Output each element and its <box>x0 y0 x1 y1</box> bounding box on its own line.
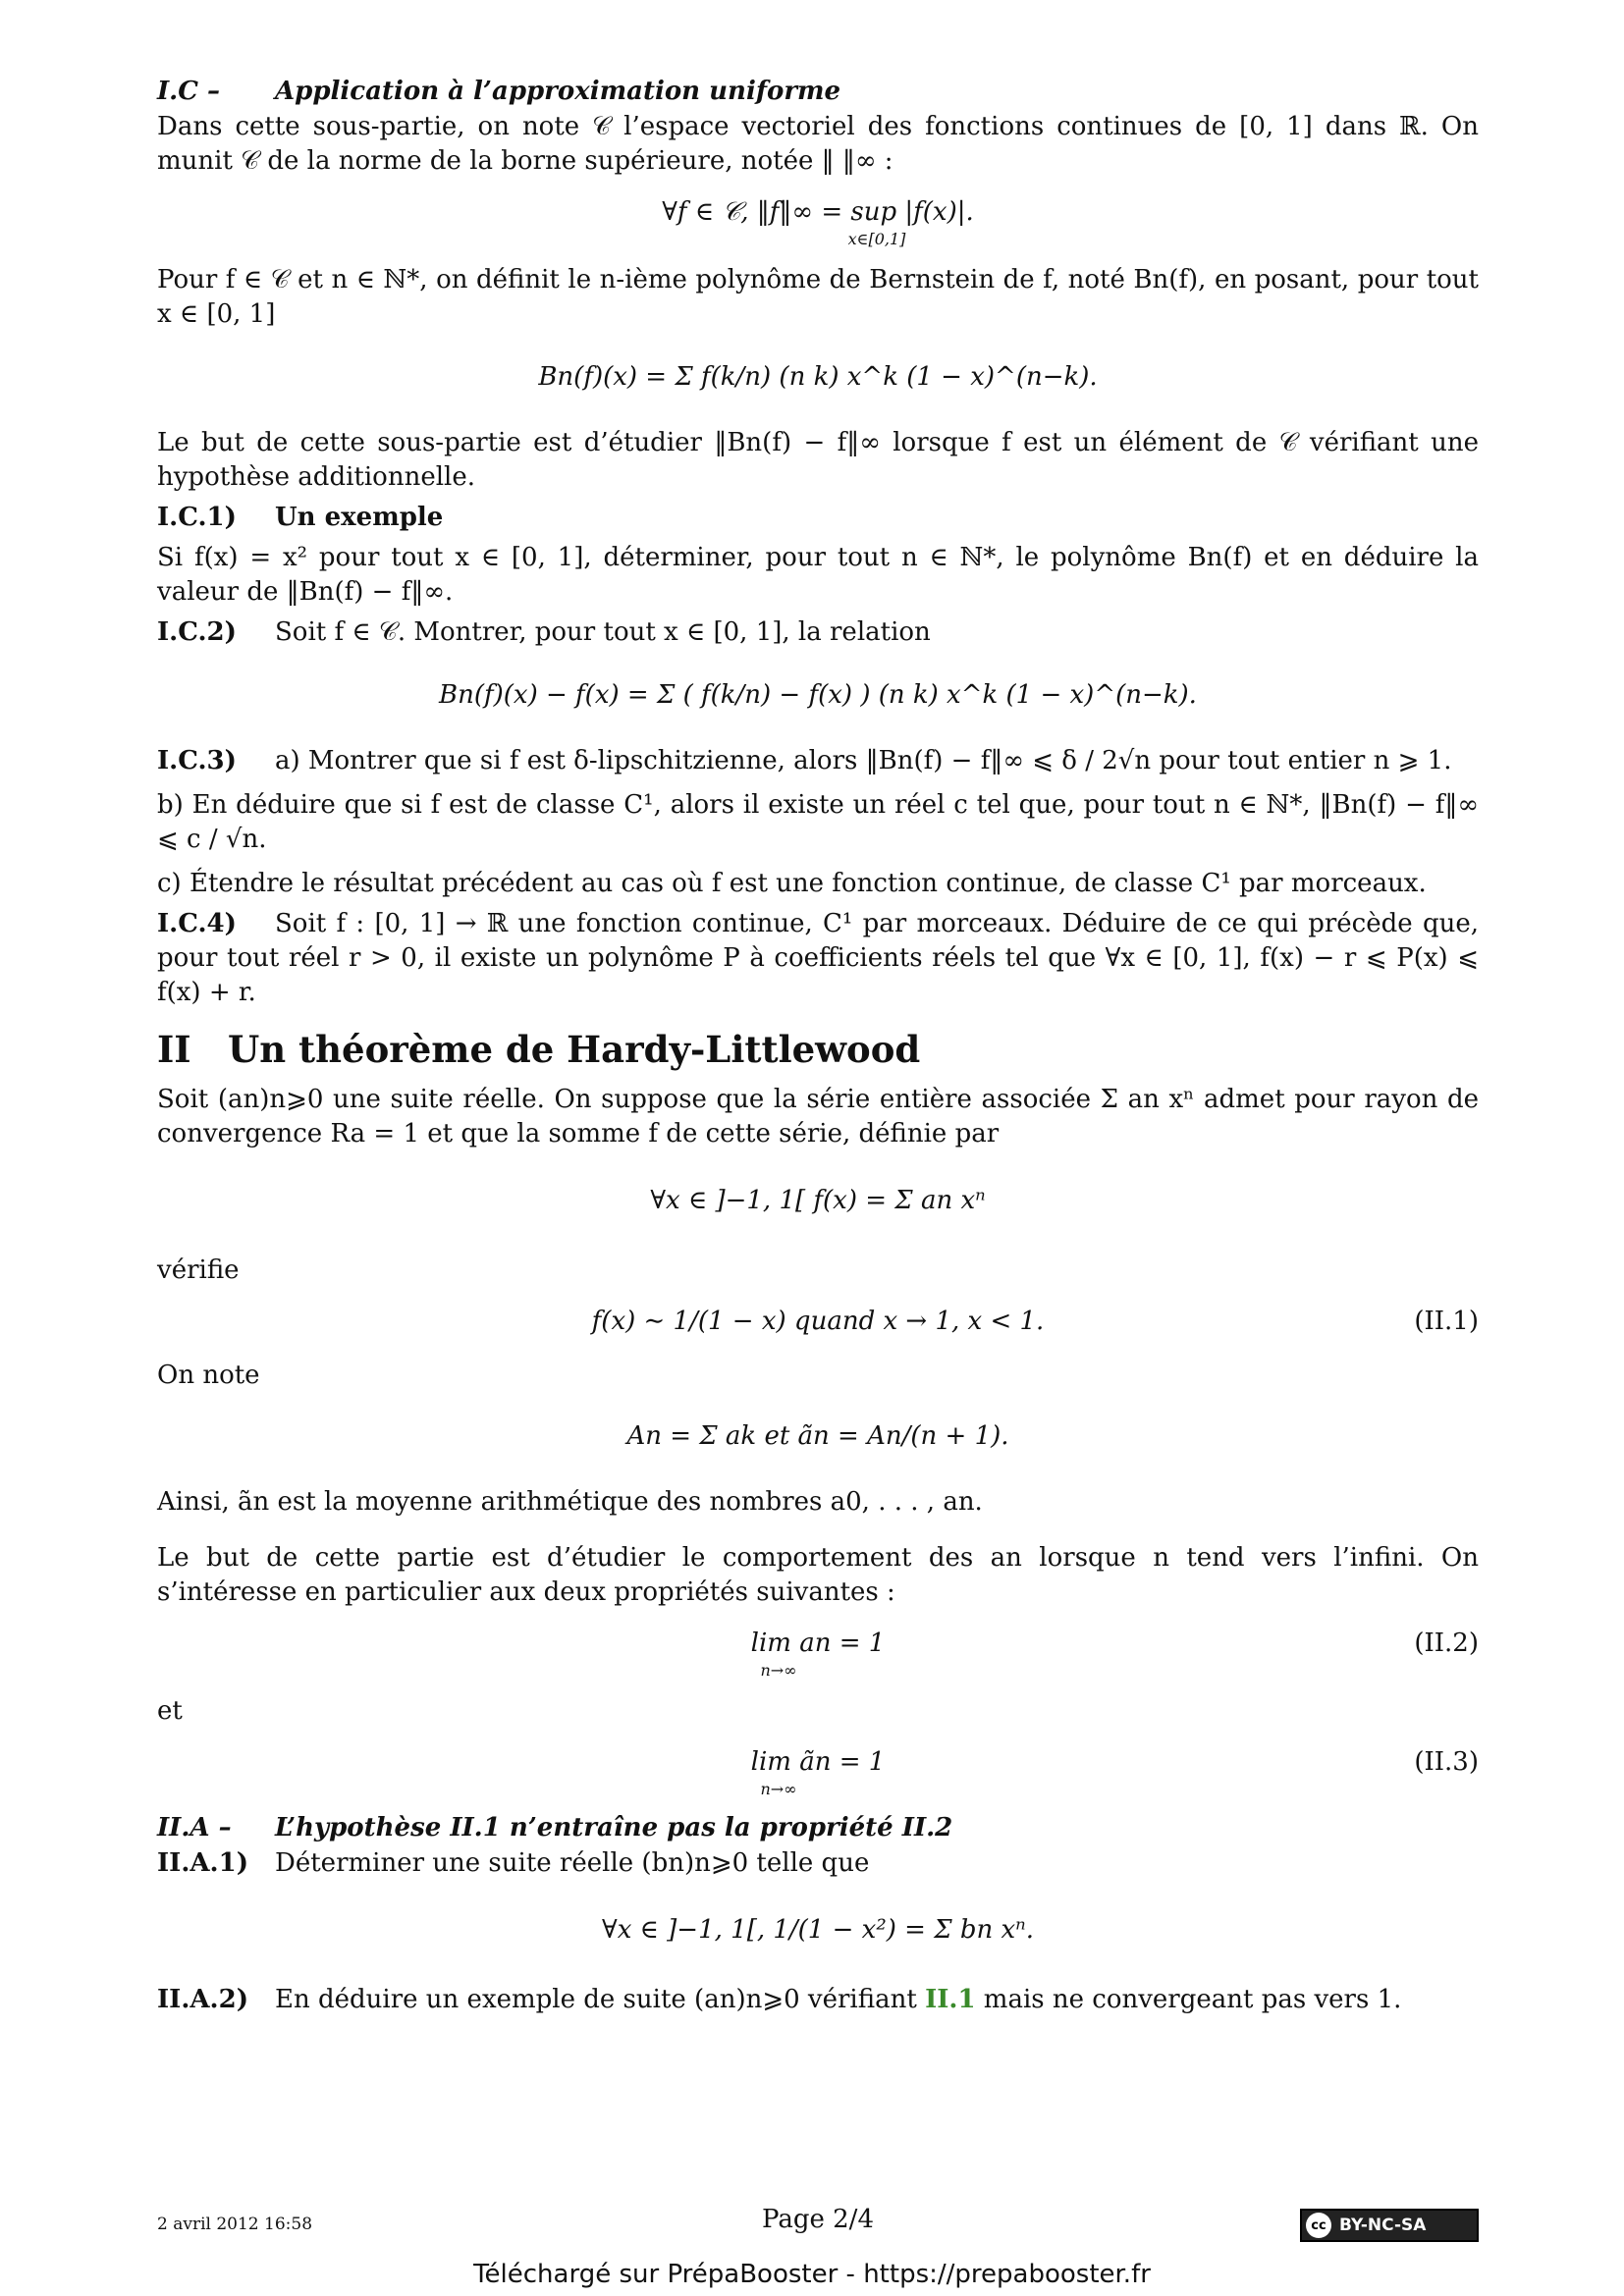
equation-f-definition: ∀x ∈ ]−1, 1[ f(x) = Σ an xⁿ <box>650 1186 986 1215</box>
subsection-heading-iia <box>157 1813 1479 1842</box>
question-text: Soit f ∈ 𝒞. Montrer, pour tout x ∈ [0, 1], la relation <box>275 617 931 647</box>
download-source: Téléchargé sur PrépaBooster - https://prepabooster.fr <box>473 2260 1151 2289</box>
section-heading-ii <box>157 1028 1479 1071</box>
paragraph-bernstein-intro: Pour f ∈ 𝒞 et n ∈ ℕ*, on définit le n-ième polynôme de Bernstein de f, noté Bn(f), en posant, pour tout x ∈ [0, 1] <box>157 265 1479 329</box>
question-text: Soit f : [0, 1] → ℝ une fonction continue, C¹ par morceaux. Déduire de ce qui précède que, pour tout réel r > 0, il existe un polynôme P à coefficients réels tel que ∀x ∈ [0, 1], f(x) − r ⩽ P(x) ⩽ f(x) + r. <box>157 909 1479 1007</box>
subsection-number: I.C – <box>157 77 220 106</box>
page-content <box>157 71 1479 2023</box>
equation-bernstein: Bn(f)(x) = Σ f(k/n) (n k) x^k (1 − x)^(n−k). <box>538 362 1098 392</box>
question-ic3b: b) En déduire que si f est de classe C¹, alors il existe un réel c tel que, pour tout n ∈ ℕ*, ‖Bn(f) − f‖∞ ⩽ c / √n. <box>157 790 1479 854</box>
equation-number: (II.1) <box>1414 1307 1479 1336</box>
question-ic2 <box>157 615 1479 650</box>
equation-subscript: n→∞ <box>760 1661 797 1680</box>
reference-link-ii1[interactable]: II.1 <box>925 1985 976 2014</box>
question-label: II.A.1) <box>157 1848 248 1878</box>
question-ic3a <box>157 744 1479 778</box>
equation-number: (II.2) <box>1414 1629 1479 1658</box>
question-title: Un exemple <box>275 503 444 532</box>
equation-subscript: x∈[0,1] <box>847 230 906 248</box>
equation-an-definition: An = Σ ak et ãn = An/(n + 1). <box>626 1421 1009 1451</box>
creative-commons-icon: cc <box>1306 2213 1331 2238</box>
question-label: I.C.2) <box>157 617 237 647</box>
question-text: a) Montrer que si f est δ-lipschitzienne, alors ‖Bn(f) − f‖∞ ⩽ δ / 2√n pour tout entier n ⩾ 1. <box>275 746 1452 775</box>
section-number: II <box>157 1028 191 1071</box>
subsection-heading-ic <box>157 77 1479 106</box>
equation-ii2: lim an = 1 (II.2) n→∞ <box>157 1624 1479 1679</box>
question-text: En déduire un exemple de suite (an)n⩾0 vérifiant <box>275 1985 917 2014</box>
equation-ii1: f(x) ∼ 1/(1 − x) quand x → 1, x < 1. (II.1) <box>157 1302 1479 1341</box>
question-text-end: mais ne convergeant pas vers 1. <box>983 1985 1402 2014</box>
paragraph-ii-goal: Le but de cette partie est d’étudier le comportement des an lorsque n tend vers l’infini. On s’intéresse en particulier aux deux propriétés suivantes : <box>157 1543 1479 1607</box>
question-text: Déterminer une suite réelle (bn)n⩾0 telle que <box>275 1848 870 1878</box>
question-iia1 <box>157 1846 1479 1881</box>
equation-ii3: lim ãn = 1 (II.3) n→∞ <box>157 1742 1479 1797</box>
equation-iia1: ∀x ∈ ]−1, 1[, 1/(1 − x²) = Σ bn xⁿ. <box>602 1915 1034 1945</box>
paragraph-ainsi: Ainsi, ãn est la moyenne arithmétique des nombres a0, . . . , an. <box>157 1487 983 1517</box>
footer-page-number: Page 2/4 <box>762 2205 874 2234</box>
footer-date: 2 avril 2012 16:58 <box>157 2215 313 2234</box>
question-ic3c: c) Étendre le résultat précédent au cas où f est une fonction continue, de classe C¹ par morceaux. <box>157 869 1427 898</box>
section-title: Un théorème de Hardy-Littlewood <box>228 1028 921 1071</box>
question-ic4 <box>157 907 1479 1010</box>
subsection-title: L’hypothèse II.1 n’entraîne pas la propriété II.2 <box>275 1813 953 1842</box>
equation-number: (II.3) <box>1414 1747 1479 1777</box>
question-ic1-heading <box>157 501 1479 535</box>
question-ic1-text: Si f(x) = x² pour tout x ∈ [0, 1], déterminer, pour tout n ∈ ℕ*, le polynôme Bn(f) et en déduire la valeur de ‖Bn(f) − f‖∞. <box>157 543 1479 607</box>
question-label: I.C.1) <box>157 503 237 532</box>
question-label: I.C.3) <box>157 746 237 775</box>
paragraph-et: et <box>157 1696 183 1726</box>
paragraph-ii-intro: Soit (an)n⩾0 une suite réelle. On suppose que la série entière associée Σ an xⁿ admet pour rayon de convergence Ra = 1 et que la somme f de cette série, définie par <box>157 1085 1479 1148</box>
equation-subscript: n→∞ <box>760 1780 797 1798</box>
question-iia2 <box>157 1983 1479 2017</box>
paragraph-intro: Dans cette sous-partie, on note 𝒞 l’espace vectoriel des fonctions continues de [0, 1] dans ℝ. On munit 𝒞 de la norme de la borne supérieure, notée ‖ ‖∞ : <box>157 112 1479 176</box>
paragraph-goal: Le but de cette sous-partie est d’étudier ‖Bn(f) − f‖∞ lorsque f est un élément de 𝒞 vérifiant une hypothèse additionnelle. <box>157 428 1479 492</box>
license-text: BY-NC-SA <box>1339 2216 1427 2235</box>
license-badge[interactable] <box>1300 2209 1479 2242</box>
equation-ic2: Bn(f)(x) − f(x) = Σ ( f(k/n) − f(x) ) (n k) x^k (1 − x)^(n−k). <box>439 680 1197 710</box>
paragraph-verifie: vérifie <box>157 1255 240 1285</box>
equation-norm: ∀f ∈ 𝒞, ‖f‖∞ = sup |f(x)|. x∈[0,1] <box>157 192 1479 247</box>
page-footer <box>157 2205 1479 2244</box>
question-label: II.A.2) <box>157 1985 248 2014</box>
question-label: I.C.4) <box>157 909 237 938</box>
subsection-title: Application à l’approximation uniforme <box>275 77 841 106</box>
subsection-number: II.A – <box>157 1813 232 1842</box>
paragraph-on-note: On note <box>157 1361 260 1390</box>
